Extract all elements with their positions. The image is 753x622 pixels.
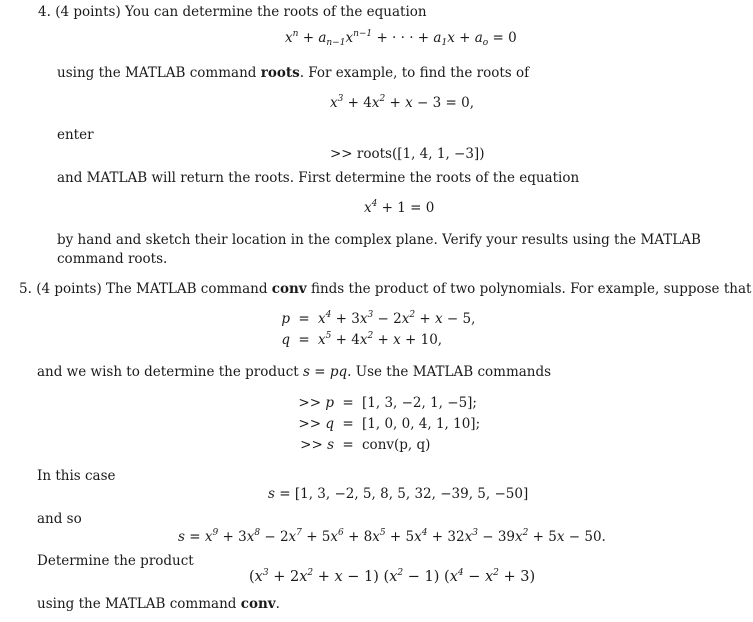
hand-sketch-text: by hand and sketch their location in the complex plane. Verify your results using the MATLAB command roots. bbox=[57, 232, 701, 267]
wish-pre-text: and we wish to determine the product bbox=[37, 364, 299, 380]
determine-text: Determine the product bbox=[37, 553, 194, 569]
problem-5-intro-pre: The MATLAB command bbox=[106, 281, 268, 297]
wish-post-text: . Use the MATLAB commands bbox=[347, 364, 552, 380]
s-vector-values: = [1, 3, −2, 5, 8, 5, 32, −39, 5, −50] bbox=[279, 486, 529, 502]
problem-5-number: 5. bbox=[19, 281, 32, 297]
polynomial-q-row: $q = x^5 + 4x^2 + x + 10$, bbox=[281, 331, 443, 348]
matlab-commands bbox=[290, 393, 480, 456]
using-conv-post: . bbox=[275, 596, 280, 612]
equation-general-polynomial: $x^n + a_{n-1}x^{n-1}$ + · · · + $a_1x + a_o = 0$ bbox=[285, 29, 517, 48]
problem-4-points: (4 points) bbox=[55, 4, 121, 20]
enter-text: enter bbox=[57, 127, 94, 143]
matlab-command-p-value: [1, 3, −2, 1, −5]; bbox=[362, 395, 477, 411]
product-expression: $(x^3 + 2x^2 + x - 1) (x^2 - 1) (x^4 - x^2 + 3)$ bbox=[249, 568, 536, 585]
using-conv-text bbox=[37, 596, 280, 612]
and-so-text: and so bbox=[37, 511, 82, 527]
polynomial-p-row: $p = x^4 + 3x^3 - 2x^2 + x - 5$, bbox=[281, 310, 476, 327]
polynomial-definitions bbox=[270, 309, 475, 351]
problem-5-heading bbox=[19, 281, 751, 297]
matlab-command-q-value: [1, 0, 0, 4, 1, 10]; bbox=[362, 416, 481, 432]
roots-command-call: >> roots([1, 4, 1, −3]) bbox=[330, 146, 485, 162]
s-vector-result: s = [1, 3, −2, 5, 8, 5, 32, −39, 5, −50] bbox=[268, 486, 529, 502]
command-conv: conv bbox=[271, 281, 307, 297]
matlab-command-p: >> p = [1, 3, −2, 1, −5]; bbox=[298, 395, 477, 411]
problem-4-number: 4. bbox=[38, 4, 51, 20]
s-polynomial-expanded: $s = x^9 + 3x^8 - 2x^7 + 5x^6 + 8x^5 + 5x^4 + 32x^3 - 39x^2 + 5x - 50$. bbox=[178, 528, 606, 545]
problem-5-points: (4 points) bbox=[36, 281, 102, 297]
problem-4-heading bbox=[38, 4, 427, 20]
matlab-command-s: >> s = conv(p, q) bbox=[300, 437, 431, 453]
wish-text: and we wish to determine the product s = pq. Use the MATLAB commands bbox=[37, 364, 552, 380]
command-roots: roots bbox=[260, 65, 300, 81]
using-post-text: . For example, to find the roots of bbox=[299, 65, 530, 81]
problem-5-intro-post: finds the product of two polynomials. For example, suppose that bbox=[310, 281, 752, 297]
equation-quartic: $x^4 + 1 = 0$ bbox=[364, 199, 435, 216]
return-text: and MATLAB will return the roots. First determine the roots of the equation bbox=[57, 170, 580, 186]
matlab-command-s-value: conv(p, q) bbox=[362, 437, 431, 453]
matlab-command-q: >> q = [1, 0, 0, 4, 1, 10]; bbox=[298, 416, 481, 432]
using-text: using the MATLAB command bbox=[57, 65, 257, 81]
problem-4-using-line bbox=[57, 65, 529, 81]
command-conv-final: conv bbox=[240, 596, 276, 612]
equation-example-cubic: $x^3 + 4x^2 + x - 3 = 0$, bbox=[330, 94, 474, 111]
using-conv-pre: using the MATLAB command bbox=[37, 596, 237, 612]
problem-4-intro: You can determine the roots of the equation bbox=[125, 4, 427, 20]
in-this-case-text: In this case bbox=[37, 468, 116, 484]
